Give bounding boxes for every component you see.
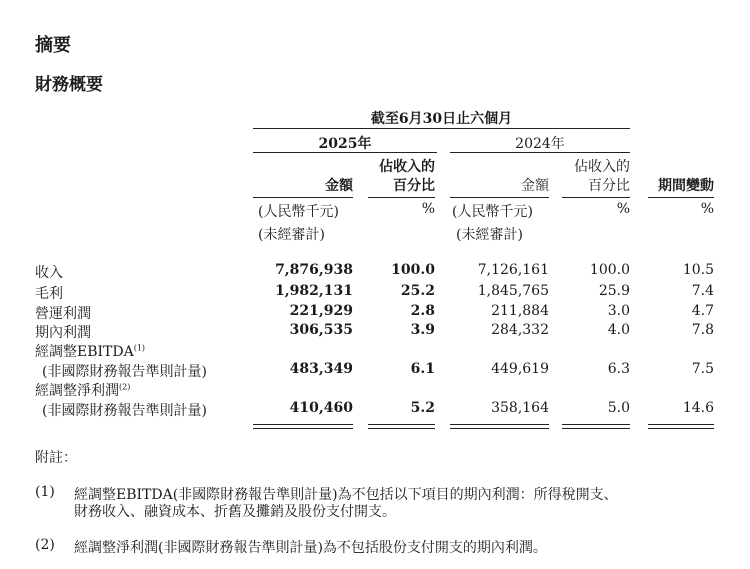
row-sublabel-non-ifrs: (非國際財務報告準則計量) [42,403,207,419]
note-1-number: (1) [35,484,55,500]
note-2-line-1: 經調整淨利潤(非國際財務報告準則計量)為不包括股份支付開支的期內利潤。 [74,540,547,556]
row-label-adjusted-net-profit: 經調整淨利潤$^{(2)}$ [35,382,131,399]
unit-rmb-2025: (人民幣千元) [258,204,339,220]
cell-2024-amount: 449,619 [491,361,549,377]
cell-2024-amount: 7,126,161 [477,262,549,278]
row-label-adjusted-ebitda: 經調整EBITDA$^{(1)}$ [35,343,146,360]
cell-change: 7.5 [691,361,714,377]
total-rule-2025-pct-b [368,428,435,429]
cell-2025-amount: 7,876,938 [275,262,353,278]
amount-2024-header: 金額 [521,178,549,194]
pct-2025-header-line1: 佔收入的 [379,159,435,175]
row-label-period-profit: 期內利潤 [35,325,91,341]
note-1-line-1: 經調整EBITDA(非國際財務報告準則計量)為不包括以下項目的期內利潤：所得稅開支、 [74,487,618,503]
change-rule [648,197,714,198]
note-2-number: (2) [35,537,55,553]
period-header: 截至6月30日止六個月 [370,111,513,127]
cell-2025-pct: 5.2 [410,400,435,416]
cell-change: 4.7 [691,303,714,319]
cell-2024-pct: 6.3 [607,361,630,377]
cell-2024-pct: 4.0 [607,322,630,338]
cell-2025-pct: 25.2 [400,283,435,299]
total-rule-change-a [648,424,714,425]
cell-2024-pct: 25.9 [598,283,630,299]
year-2024-header: 2024年 [515,136,565,152]
row-label-gross-profit: 毛利 [35,286,63,302]
cell-2025-pct: 3.9 [410,322,435,338]
cell-change: 7.4 [691,283,714,299]
cell-2025-pct: 100.0 [391,262,435,278]
cell-2024-amount: 1,845,765 [477,283,549,299]
row-sublabel-non-ifrs: (非國際財務報告準則計量) [42,364,207,380]
row-label-operating-profit: 營運利潤 [35,306,91,322]
change-header: 期間變動 [658,178,714,194]
note-1-line-2: 財務收入、融資成本、折舊及攤銷及股份支付開支。 [74,504,396,520]
cell-2024-pct: 3.0 [607,303,630,319]
amount-2025-header: 金額 [325,178,353,194]
period-rule [253,128,630,129]
cell-2025-amount: 410,460 [289,400,353,416]
footnote-ref-2: (2) [119,382,131,392]
total-rule-2025-amount-a [253,424,353,425]
total-rule-2024-pct-b [562,428,630,429]
year-2024-rule [450,152,630,153]
cell-2024-pct: 5.0 [607,400,630,416]
cell-2025-pct: 6.1 [410,361,435,377]
row-label-revenue: 收入 [35,265,63,281]
pct-2024-header-line1: 佔收入的 [574,159,630,175]
cell-2025-amount: 306,535 [289,322,353,338]
cell-2024-pct: 100.0 [589,262,630,278]
pct-2024-rule [562,197,630,198]
footnote-ref-1: (1) [133,343,146,353]
unit-pct-2025: % [421,201,435,217]
total-rule-change-b [648,428,714,429]
total-rule-2024-amount-b [450,428,549,429]
total-rule-2025-amount-b [253,428,353,429]
unit-pct-change: % [700,201,714,217]
pct-2024-header-line2: 百分比 [588,178,630,194]
total-rule-2024-amount-a [450,424,549,425]
unit-pct-2024: % [616,201,630,217]
cell-2025-amount: 1,982,131 [275,283,353,299]
cell-change: 14.6 [682,400,714,416]
section-heading: 財務概要 [35,75,103,95]
total-rule-2025-pct-a [368,424,435,425]
year-2025-rule [253,152,437,153]
pct-2025-header-line2: 百分比 [393,178,435,194]
year-2025-header: 2025年 [318,136,372,152]
notes-title: 附註： [35,450,77,466]
cell-2025-amount: 483,349 [289,361,353,377]
unit-rmb-2024: (人民幣千元) [452,204,533,220]
cell-2024-amount: 358,164 [491,400,549,416]
unaudited-2024: (未經審計) [456,227,523,243]
cell-2025-pct: 2.8 [410,303,435,319]
cell-2024-amount: 284,332 [491,322,549,338]
total-rule-2024-pct-a [562,424,630,425]
amount-2025-rule [253,197,353,198]
page-heading: 摘要 [35,35,71,56]
cell-change: 10.5 [682,262,714,278]
cell-2024-amount: 211,884 [491,303,549,319]
unaudited-2025: (未經審計) [258,227,325,243]
cell-2025-amount: 221,929 [289,303,353,319]
cell-change: 7.8 [691,322,714,338]
amount-2024-rule [450,197,549,198]
pct-2025-rule [368,197,435,198]
